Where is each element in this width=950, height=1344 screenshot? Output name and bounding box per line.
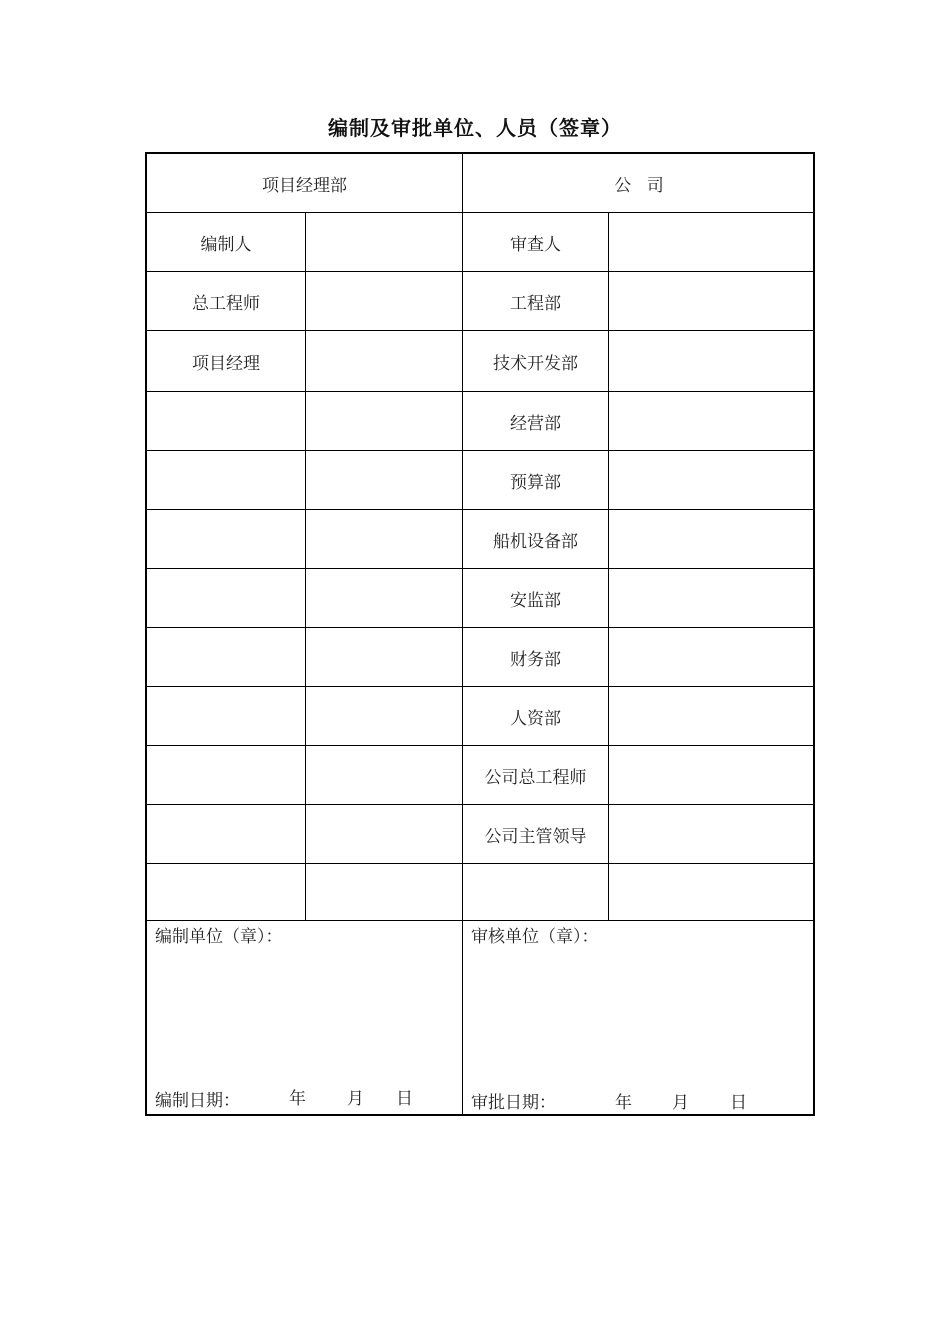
right-label-row-8: 财务部	[510, 649, 561, 670]
approve-date-label: 审批日期：	[471, 1093, 556, 1113]
row-divider	[147, 568, 813, 569]
right-label-row-7: 安监部	[510, 590, 561, 611]
document-title: 编制及审批单位、人员（签章）	[328, 116, 622, 140]
compile-unit-label: 编制单位（章）：	[155, 927, 283, 947]
right-label-row-2: 工程部	[510, 293, 561, 314]
row-divider	[147, 686, 813, 687]
approve-month: 月	[672, 1093, 689, 1113]
approve-year: 年	[615, 1093, 632, 1113]
right-label-row-4: 经营部	[510, 413, 561, 434]
approve-day: 日	[730, 1093, 747, 1113]
header-project-dept: 项目经理部	[262, 175, 347, 196]
column-divider-center	[462, 154, 463, 1114]
row-divider	[147, 330, 813, 331]
right-label-row-5: 预算部	[510, 472, 561, 493]
left-label-row-3: 项目经理	[192, 353, 260, 374]
row-divider	[147, 627, 813, 628]
left-label-row-1: 编制人	[200, 234, 252, 255]
row-divider	[147, 450, 813, 451]
row-divider	[147, 509, 813, 510]
right-label-row-6: 船机设备部	[493, 531, 578, 552]
compile-day: 日	[396, 1089, 413, 1109]
row-divider	[147, 745, 813, 746]
header-company: 公 司	[614, 175, 664, 196]
right-label-row-11: 公司主管领导	[484, 826, 587, 847]
review-unit-label: 审核单位（章）：	[471, 927, 599, 947]
row-divider	[147, 920, 813, 921]
column-divider-right	[608, 212, 609, 920]
row-divider	[147, 863, 813, 864]
approval-table	[145, 152, 815, 1116]
row-divider	[147, 804, 813, 805]
right-label-row-9: 人资部	[510, 708, 561, 729]
row-divider	[147, 271, 813, 272]
row-divider	[147, 391, 813, 392]
right-label-row-10: 公司总工程师	[484, 767, 587, 788]
right-label-row-1: 审查人	[510, 234, 561, 255]
right-label-row-3: 技术开发部	[493, 353, 578, 374]
left-label-row-2: 总工程师	[192, 293, 260, 314]
compile-month: 月	[347, 1089, 364, 1109]
row-divider	[147, 212, 813, 213]
column-divider-left	[305, 212, 306, 920]
compile-date-label: 编制日期：	[155, 1091, 240, 1111]
compile-year: 年	[289, 1089, 306, 1109]
